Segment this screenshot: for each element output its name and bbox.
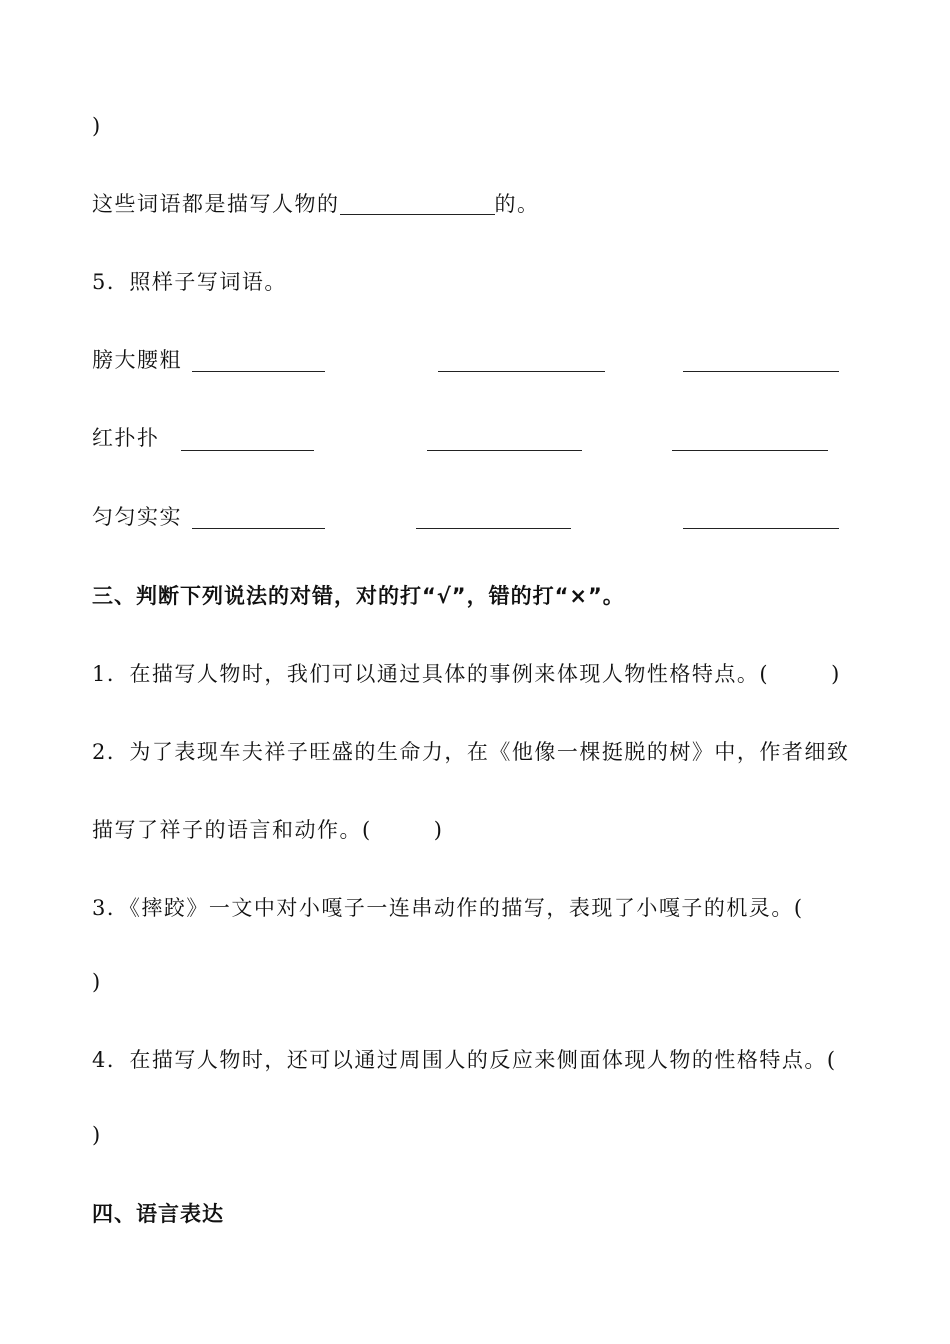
judge-item-3-close: ) <box>92 970 102 994</box>
example-word-3: 匀匀实实 <box>92 505 182 529</box>
word-blank[interactable] <box>192 371 325 372</box>
judge-item-4-line-1: 4．在描写人物时，还可以通过周围人的反应来侧面体现人物的性格特点。( <box>92 1048 837 1072</box>
judge-item-2-line-1: 2．为了表现车夫祥子旺盛的生命力，在《他像一棵挺脱的树》中，作者细致 <box>92 740 850 764</box>
fill-sentence-before: 这些词语都是描写人物的 <box>92 192 340 216</box>
example-word-2: 红扑扑 <box>92 426 160 450</box>
fill-sentence <box>92 190 540 218</box>
fill-sentence-after: 的。 <box>494 192 540 216</box>
section-4-title: 四、语言表达 <box>92 1202 224 1226</box>
judge-item-1-close: ) <box>831 662 841 686</box>
judge-item-2-line-2 <box>92 816 443 844</box>
section-3-title: 三、判断下列说法的对错，对的打“√”，错的打“×”。 <box>92 584 625 608</box>
word-blank[interactable] <box>683 371 839 372</box>
word-blank[interactable] <box>427 450 582 451</box>
judge-item-2-text: 描写了祥子的语言和动作。( <box>92 818 372 842</box>
judge-item-1-text: 1．在描写人物时，我们可以通过具体的事例来体现人物性格特点。( <box>92 662 770 686</box>
judge-item-3-line-1: 3．《摔跤》一文中对小嘎子一连串动作的描写，表现了小嘎子的机灵。( <box>92 896 804 920</box>
word-blank[interactable] <box>672 450 828 451</box>
close-paren: ) <box>92 114 102 138</box>
question-5-title: 5．照样子写词语。 <box>92 270 287 294</box>
word-blank[interactable] <box>438 371 605 372</box>
judge-item-1 <box>92 660 841 688</box>
judge-item-2-close: ) <box>433 818 444 842</box>
word-blank[interactable] <box>416 528 571 529</box>
example-word-1: 膀大腰粗 <box>92 348 182 372</box>
answer-blank[interactable] <box>340 194 495 215</box>
word-blank[interactable] <box>683 528 839 529</box>
word-blank[interactable] <box>181 450 314 451</box>
judge-item-4-close: ) <box>92 1123 102 1147</box>
word-blank[interactable] <box>192 528 325 529</box>
